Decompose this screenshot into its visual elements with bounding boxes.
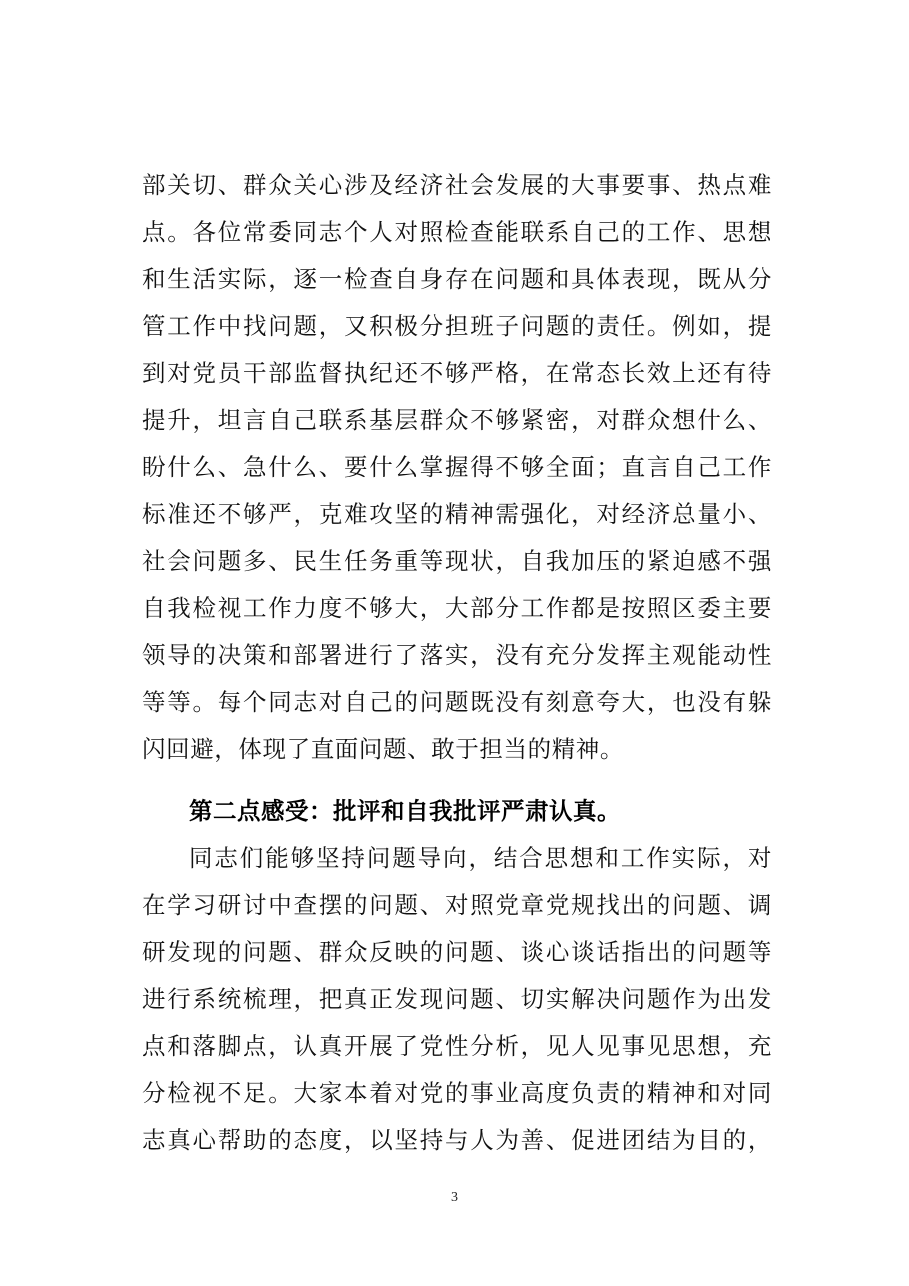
paragraph-line: 和生活实际，逐一检查自身存在问题和具体表现，既从分 bbox=[142, 265, 772, 293]
paragraph-line: 分检视不足。大家本着对党的事业高度负责的精神和对同 bbox=[142, 1079, 772, 1107]
paragraph-line: 等等。每个同志对自己的问题既没有刻意夸大，也没有躲 bbox=[142, 688, 772, 716]
paragraph-line: 志真心帮助的态度，以坚持与人为善、促进团结为目的， bbox=[142, 1126, 772, 1154]
paragraph-line: 自我检视工作力度不够大，大部分工作都是按照区委主要 bbox=[142, 594, 772, 622]
paragraph-line: 管工作中找问题，又积极分担班子问题的责任。例如，提 bbox=[142, 312, 772, 340]
section-heading: 第二点感受：批评和自我批评严肃认真。 bbox=[189, 797, 621, 825]
paragraph-line: 点。各位常委同志个人对照检查能联系自己的工作、思想 bbox=[142, 218, 772, 246]
paragraph-line: 研发现的问题、群众反映的问题、谈心谈话指出的问题等 bbox=[142, 938, 772, 966]
page-number: 3 bbox=[451, 1190, 458, 1205]
paragraph-line: 部关切、群众关心涉及经济社会发展的大事要事、热点难 bbox=[142, 171, 772, 199]
paragraph-line: 标准还不够严，克难攻坚的精神需强化，对经济总量小、 bbox=[142, 500, 772, 528]
paragraph-line: 到对党员干部监督执纪还不够严格，在常态长效上还有待 bbox=[142, 359, 772, 387]
paragraph-line: 领导的决策和部署进行了落实，没有充分发挥主观能动性 bbox=[142, 641, 772, 669]
paragraph-line: 同志们能够坚持问题导向，结合思想和工作实际，对 bbox=[189, 844, 772, 872]
paragraph-line: 进行系统梳理，把真正发现问题、切实解决问题作为出发 bbox=[142, 985, 772, 1013]
paragraph-line: 盼什么、急什么、要什么掌握得不够全面；直言自己工作 bbox=[142, 453, 772, 481]
paragraph-line: 闪回避，体现了直面问题、敢于担当的精神。 bbox=[142, 735, 624, 763]
paragraph-line: 社会问题多、民生任务重等现状，自我加压的紧迫感不强 bbox=[142, 547, 772, 575]
paragraph-line: 在学习研讨中查摆的问题、对照党章党规找出的问题、调 bbox=[142, 891, 772, 919]
paragraph-line: 提升，坦言自己联系基层群众不够紧密，对群众想什么、 bbox=[142, 406, 772, 434]
paragraph-line: 点和落脚点，认真开展了党性分析，见人见事见思想，充 bbox=[142, 1032, 772, 1060]
